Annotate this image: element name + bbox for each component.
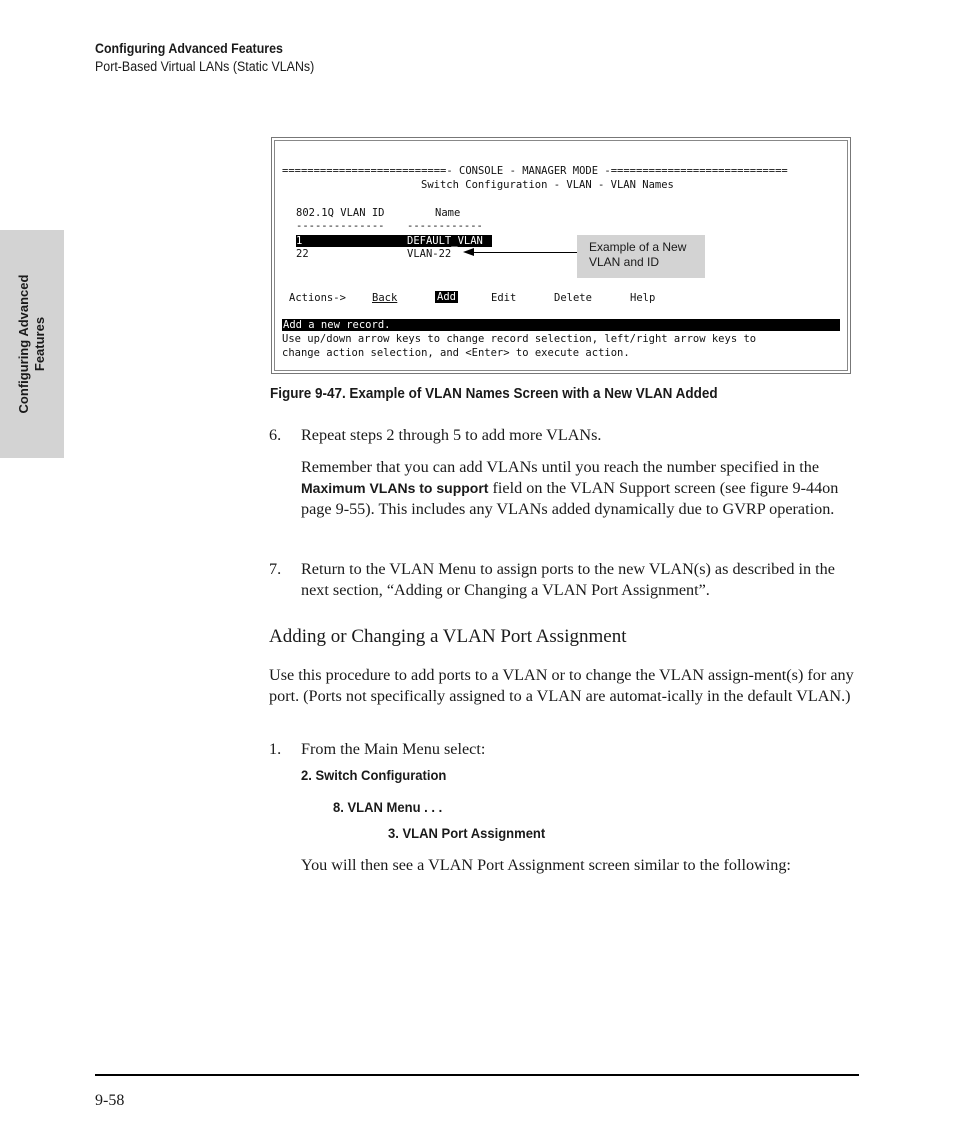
action-edit-button[interactable]: Edit: [491, 292, 517, 304]
note-field-name: Maximum VLANs to support: [301, 480, 489, 496]
callout-leader-line: [473, 252, 577, 253]
console-screen-figure: [271, 137, 851, 374]
help-line-2: change action selection, and <Enter> to execute action.: [282, 347, 630, 359]
section-intro: Use this procedure to add ports to a VLAN or to change the VLAN assign-ment(s) for any port. (Ports not specifically assigned to a VLAN are automat-ically in the default VLAN.): [269, 666, 854, 705]
help-line-1: Use up/down arrow keys to change record selection, left/right arrow keys to: [282, 333, 757, 345]
step-1-number: 1.: [269, 740, 282, 758]
row-vlan-id: 22: [296, 248, 309, 260]
row-vlan-id: 1: [296, 235, 303, 247]
column-header-name: Name: [435, 207, 461, 219]
step-6-number: 6.: [269, 426, 282, 444]
column-header-vlan-id: 802.1Q VLAN ID: [296, 207, 385, 219]
menu-path-vlan-menu: 8. VLAN Menu . . .: [333, 799, 443, 815]
action-back-button[interactable]: Back: [372, 292, 398, 304]
row-vlan-name: DEFAULT_VLAN: [407, 235, 483, 247]
action-help-button[interactable]: Help: [630, 292, 656, 304]
column-rule-id: --------------: [296, 220, 385, 232]
screen-title-bar: ==========================- CONSOLE - MANAGER MODE -============================: [282, 165, 788, 177]
column-rule-name: ------------: [407, 220, 483, 232]
side-tab-line-2: Features: [32, 316, 47, 372]
callout-line-2: VLAN and ID: [589, 255, 660, 269]
step-1-text: From the Main Menu select:: [301, 740, 486, 758]
side-tab-line-1: Configuring Advanced: [16, 274, 31, 414]
table-row-selected[interactable]: [296, 235, 492, 247]
callout-line-1: Example of a New: [589, 240, 687, 254]
step-7-number: 7.: [269, 560, 282, 578]
step-7-text: Return to the VLAN Menu to assign ports to the new VLAN(s) as described in the next section, “Adding or Changing a VLAN Port Assignment”.: [301, 560, 835, 599]
running-header-subtitle: Port-Based Virtual LANs (Static VLANs): [95, 59, 315, 74]
follow-up-text: You will then see a VLAN Port Assignment screen similar to the following:: [301, 856, 791, 874]
chapter-side-tab: [0, 230, 64, 458]
note-text-pre: Remember that you can add VLANs until you reach the number specified in the: [301, 458, 819, 476]
footer-rule: [95, 1074, 859, 1076]
page-number: 9-58: [95, 1092, 125, 1109]
callout-box: [577, 235, 705, 278]
action-add-button[interactable]: Add: [437, 291, 456, 303]
status-line: Add a new record.: [282, 319, 840, 331]
note-text-post: field on the VLAN Support screen (see figure 9-44on page 9-55). This includes any VLANs added dynamically due to GVRP operation.: [301, 479, 839, 518]
row-vlan-name: VLAN-22: [407, 248, 452, 260]
step-6-note: [301, 457, 861, 520]
section-heading: Adding or Changing a VLAN Port Assignment: [269, 626, 627, 647]
screen-subtitle: Switch Configuration - VLAN - VLAN Names: [421, 179, 674, 191]
callout-arrow-icon: [463, 248, 474, 256]
figure-caption: Figure 9-47. Example of VLAN Names Screen with a New VLAN Added: [270, 386, 718, 402]
running-header-title: Configuring Advanced Features: [95, 41, 283, 56]
action-delete-button[interactable]: Delete: [554, 292, 592, 304]
menu-path-vlan-port-assignment: 3. VLAN Port Assignment: [388, 825, 546, 841]
actions-label: Actions->: [289, 292, 346, 304]
step-6-text: Repeat steps 2 through 5 to add more VLANs.: [301, 426, 602, 444]
menu-path-switch-configuration: 2. Switch Configuration: [301, 767, 447, 783]
side-tab-label: [16, 275, 48, 414]
